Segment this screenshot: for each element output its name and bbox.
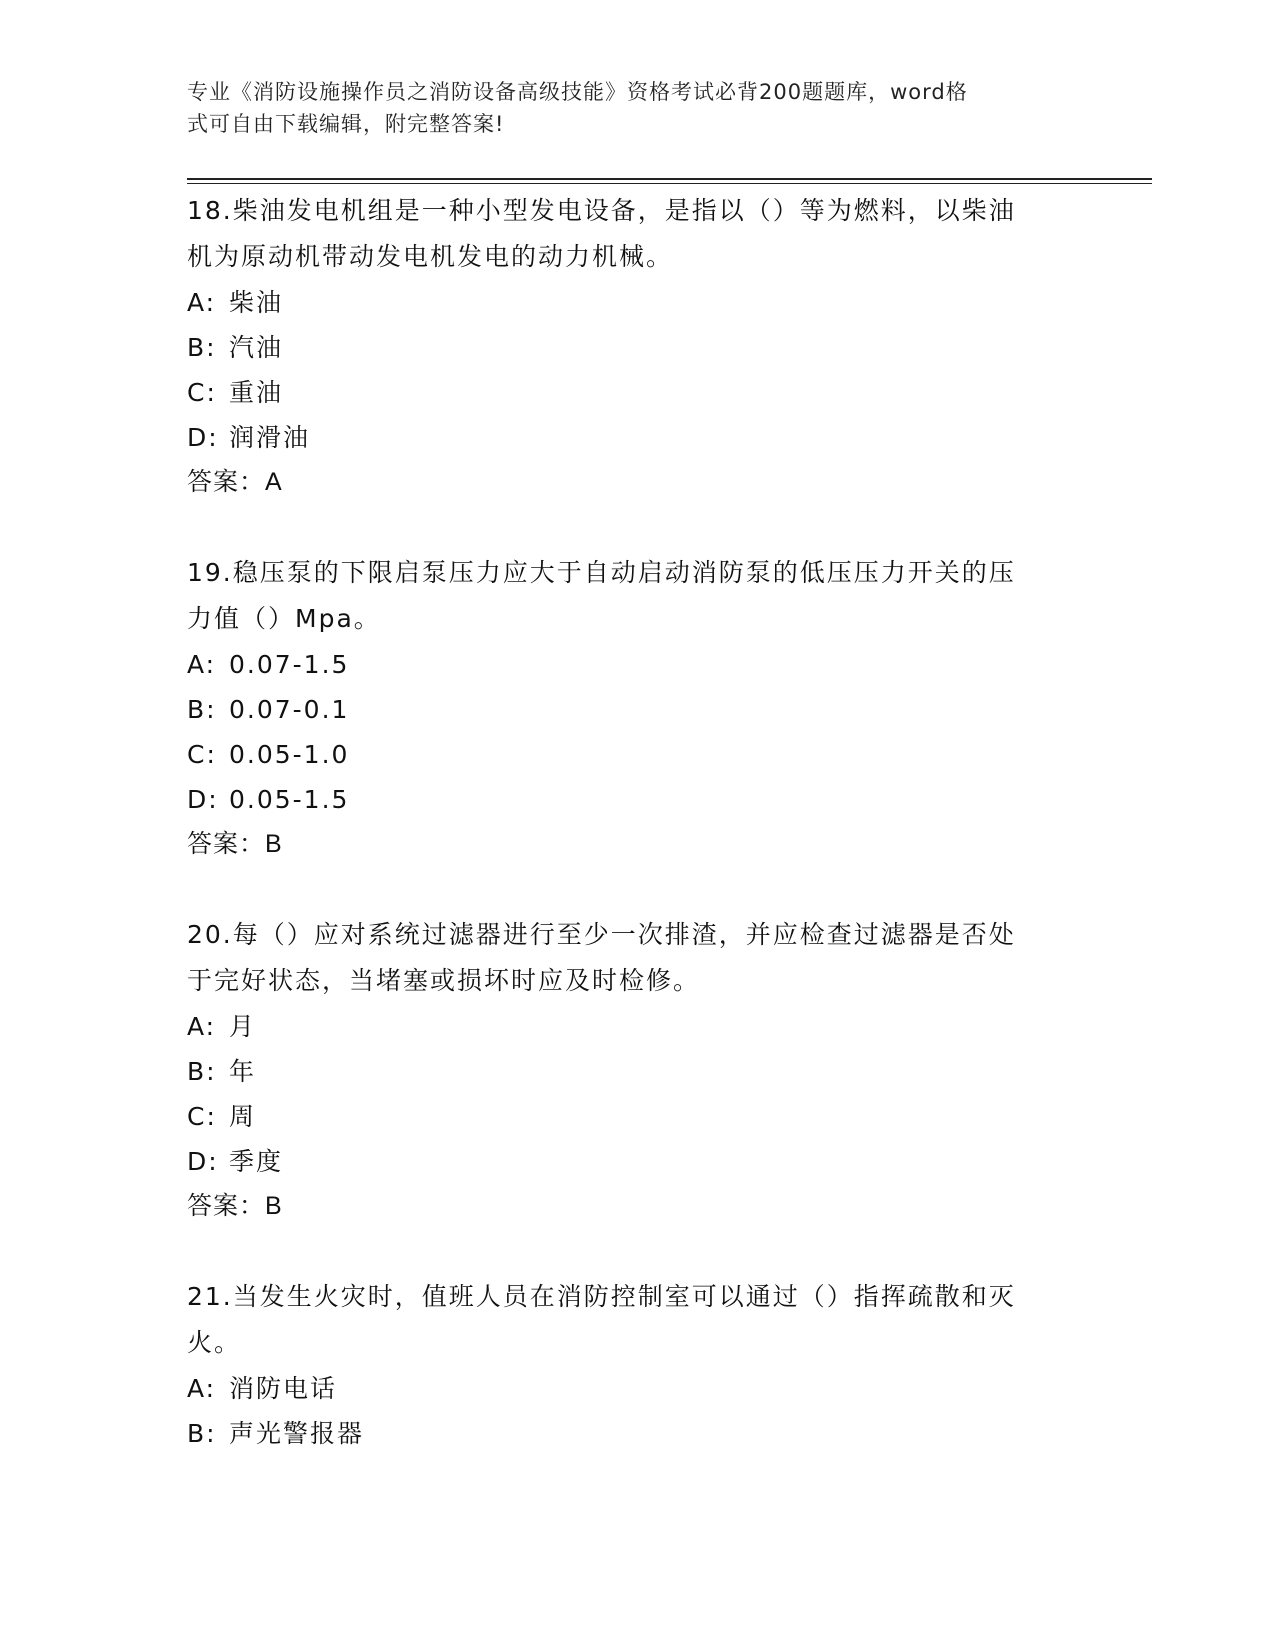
option-key: C:	[187, 378, 217, 407]
option-key: A:	[187, 288, 217, 317]
question-text-line: 于完好状态，当堵塞或损坏时应及时检修。	[187, 966, 701, 995]
question-list	[187, 188, 1067, 1501]
option-c	[187, 1094, 1067, 1139]
option-key: D:	[187, 785, 219, 814]
option-value: 0.05-1.5	[229, 785, 350, 814]
option-key: B:	[187, 1419, 217, 1448]
answer-line: 答案：B	[187, 1192, 283, 1220]
question-text-line: 机为原动机带动发电机发电的动力机械。	[187, 242, 674, 271]
answer-line: 答案：A	[187, 468, 283, 496]
option-b	[187, 1411, 1067, 1456]
header-divider-thin	[187, 183, 1152, 184]
question-text-line: 21.当发生火灾时，值班人员在消防控制室可以通过（）指挥疏散和灭	[187, 1282, 1016, 1311]
option-value: 声光警报器	[229, 1419, 365, 1448]
option-value: 消防电话	[229, 1374, 338, 1403]
answer-line: 答案：B	[187, 830, 283, 858]
header-divider	[187, 178, 1152, 180]
option-b	[187, 1049, 1067, 1094]
option-key: A:	[187, 650, 217, 679]
option-value: 周	[229, 1102, 257, 1131]
option-value: 月	[229, 1012, 257, 1041]
option-key: B:	[187, 695, 217, 724]
question-text-line: 19.稳压泵的下限启泵压力应大于自动启动消防泵的低压压力开关的压	[187, 558, 1016, 587]
option-c	[187, 732, 1067, 777]
option-a	[187, 280, 1067, 325]
option-value: 汽油	[229, 333, 284, 362]
question-18	[187, 188, 1067, 505]
option-key: A:	[187, 1012, 217, 1041]
option-value: 季度	[229, 1147, 284, 1176]
option-b	[187, 325, 1067, 370]
option-key: A:	[187, 1374, 217, 1403]
option-value: 0.05-1.0	[229, 740, 350, 769]
header-line-2: 式可自由下载编辑，附完整答案!	[187, 112, 505, 136]
option-d	[187, 777, 1067, 822]
option-value: 润滑油	[229, 423, 311, 452]
option-value: 0.07-1.5	[229, 650, 350, 679]
option-d	[187, 1139, 1067, 1184]
option-value: 0.07-0.1	[229, 695, 350, 724]
option-a	[187, 642, 1067, 687]
question-19	[187, 550, 1067, 867]
question-text-line: 力值（）Mpa。	[187, 604, 381, 633]
option-value: 柴油	[229, 288, 284, 317]
option-value: 重油	[229, 378, 284, 407]
question-text-line: 火。	[187, 1328, 242, 1357]
question-21	[187, 1274, 1067, 1456]
option-key: D:	[187, 423, 219, 452]
question-text-line: 20.每（）应对系统过滤器进行至少一次排渣，并应检查过滤器是否处	[187, 920, 1016, 949]
option-key: C:	[187, 740, 217, 769]
option-key: B:	[187, 333, 217, 362]
option-key: B:	[187, 1057, 217, 1086]
question-text-line: 18.柴油发电机组是一种小型发电设备，是指以（）等为燃料，以柴油	[187, 196, 1016, 225]
document-header	[187, 76, 1087, 140]
question-20	[187, 912, 1067, 1229]
option-a	[187, 1366, 1067, 1411]
option-d	[187, 415, 1067, 460]
option-a	[187, 1004, 1067, 1049]
option-value: 年	[229, 1057, 257, 1086]
option-key: D:	[187, 1147, 219, 1176]
header-line-1: 专业《消防设施操作员之消防设备高级技能》资格考试必背200题题库，word格	[187, 80, 968, 104]
option-b	[187, 687, 1067, 732]
option-key: C:	[187, 1102, 217, 1131]
option-c	[187, 370, 1067, 415]
